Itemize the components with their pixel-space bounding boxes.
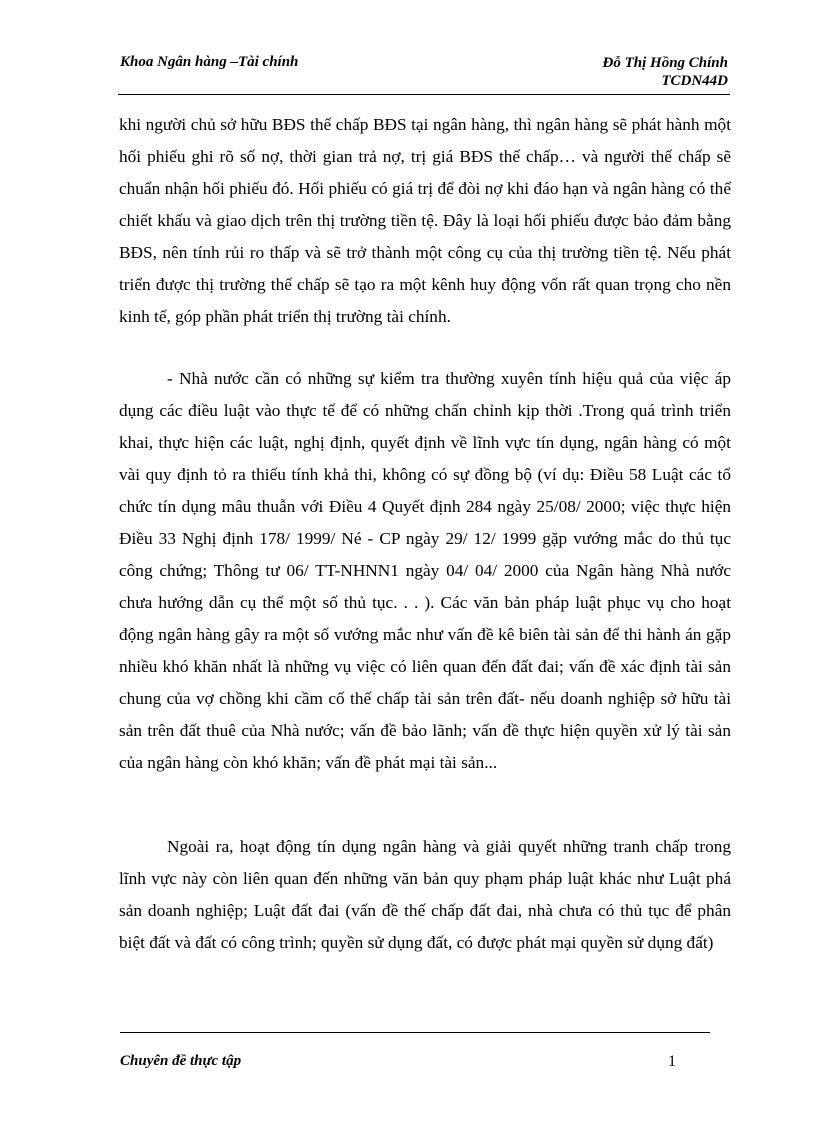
page-number: 1 [668, 1053, 676, 1070]
header-divider [118, 94, 730, 95]
paragraph-3: Ngoài ra, hoạt động tín dụng ngân hàng và giải quyết những tranh chấp trong lĩnh vực này còn liên quan đến những văn bản quy phạm pháp luật khác như Luật phá sản doanh nghiệp; Luật đất đai (vấn đề thế chấp đất đai, nhà chưa có thủ tục để phân biệt đất và đất có công trình; quyền sử dụng đất, có được phát mại quyền sử dụng đất) [119, 837, 731, 952]
footer-divider [120, 1032, 710, 1033]
header-author: Đỗ Thị Hồng Chính [602, 55, 728, 71]
header-class-code: TCDN44D [661, 73, 728, 89]
paragraph-2: - Nhà nước cần có những sự kiểm tra thường xuyên tính hiệu quả của việc áp dụng các điều luật vào thực tế để có những chấn chỉnh kịp thời .Trong quá trình triển khai, thực hiện các luật, nghị định, quyết định về lĩnh vực tín dụng, ngân hàng có một vài quy định tỏ ra thiếu tính khả thi, không có sự đồng bộ (ví dụ: Điều 58 Luật các tổ chức tín dụng mâu thuẫn với Điều 4 Quyết định 284 ngày 25/08/ 2000; việc thực hiện Điều 33 Nghị định 178/ 1999/ Né - CP ngày 29/ 12/ 1999 gặp vướng mắc do thủ tục công chứng; Thông tư 06/ TT-NHNN1 ngày 04/ 04/ 2000 của Ngân hàng Nhà nước chưa hướng dẫn cụ thể một số thủ tục. . . ). Các văn bản pháp luật phục vụ cho hoạt động ngân hàng gây ra một số vướng mắc như vấn đề kê biên tài sản để thi hành án gặp nhiều khó khăn nhất là những vụ việc có liên quan đến đất đai; vấn đề xác định tài sản chung của vợ chồng khi cầm cố thế chấp tài sản trên đất- nếu doanh nghiệp sở hữu tài sản trên đất thuê của Nhà nước; vấn đề bảo lãnh; vấn đề thực hiện quyền xử lý tài sản của ngân hàng còn khó khăn; vấn đề phát mại tài sản... [119, 369, 731, 772]
header-author-block [603, 54, 728, 90]
header-department: Khoa Ngân hàng –Tài chính [120, 54, 299, 70]
footer-title: Chuyên đề thực tập [120, 1053, 242, 1069]
paragraph-1: khi người chủ sở hữu BĐS thế chấp BĐS tại ngân hàng, thì ngân hàng sẽ phát hành một hối phiếu ghi rõ số nợ, thời gian trả nợ, trị giá BĐS thế chấp… và người thế chấp sẽ chuẩn nhận hối phiếu đó. Hối phiếu có giá trị để đòi nợ khi đáo hạn và ngân hàng có thể chiết khấu và giao dịch trên thị trường tiền tệ. Đây là loại hối phiếu được bảo đảm bằng BĐS, nên tính rủi ro thấp và sẽ trở thành một công cụ của thị trường tiền tệ. Nếu phát triển được thị trường thế chấp sẽ tạo ra một kênh huy động vốn rất quan trọng cho nền kinh tế, góp phần phát triển thị trường tài chính. [119, 115, 731, 326]
